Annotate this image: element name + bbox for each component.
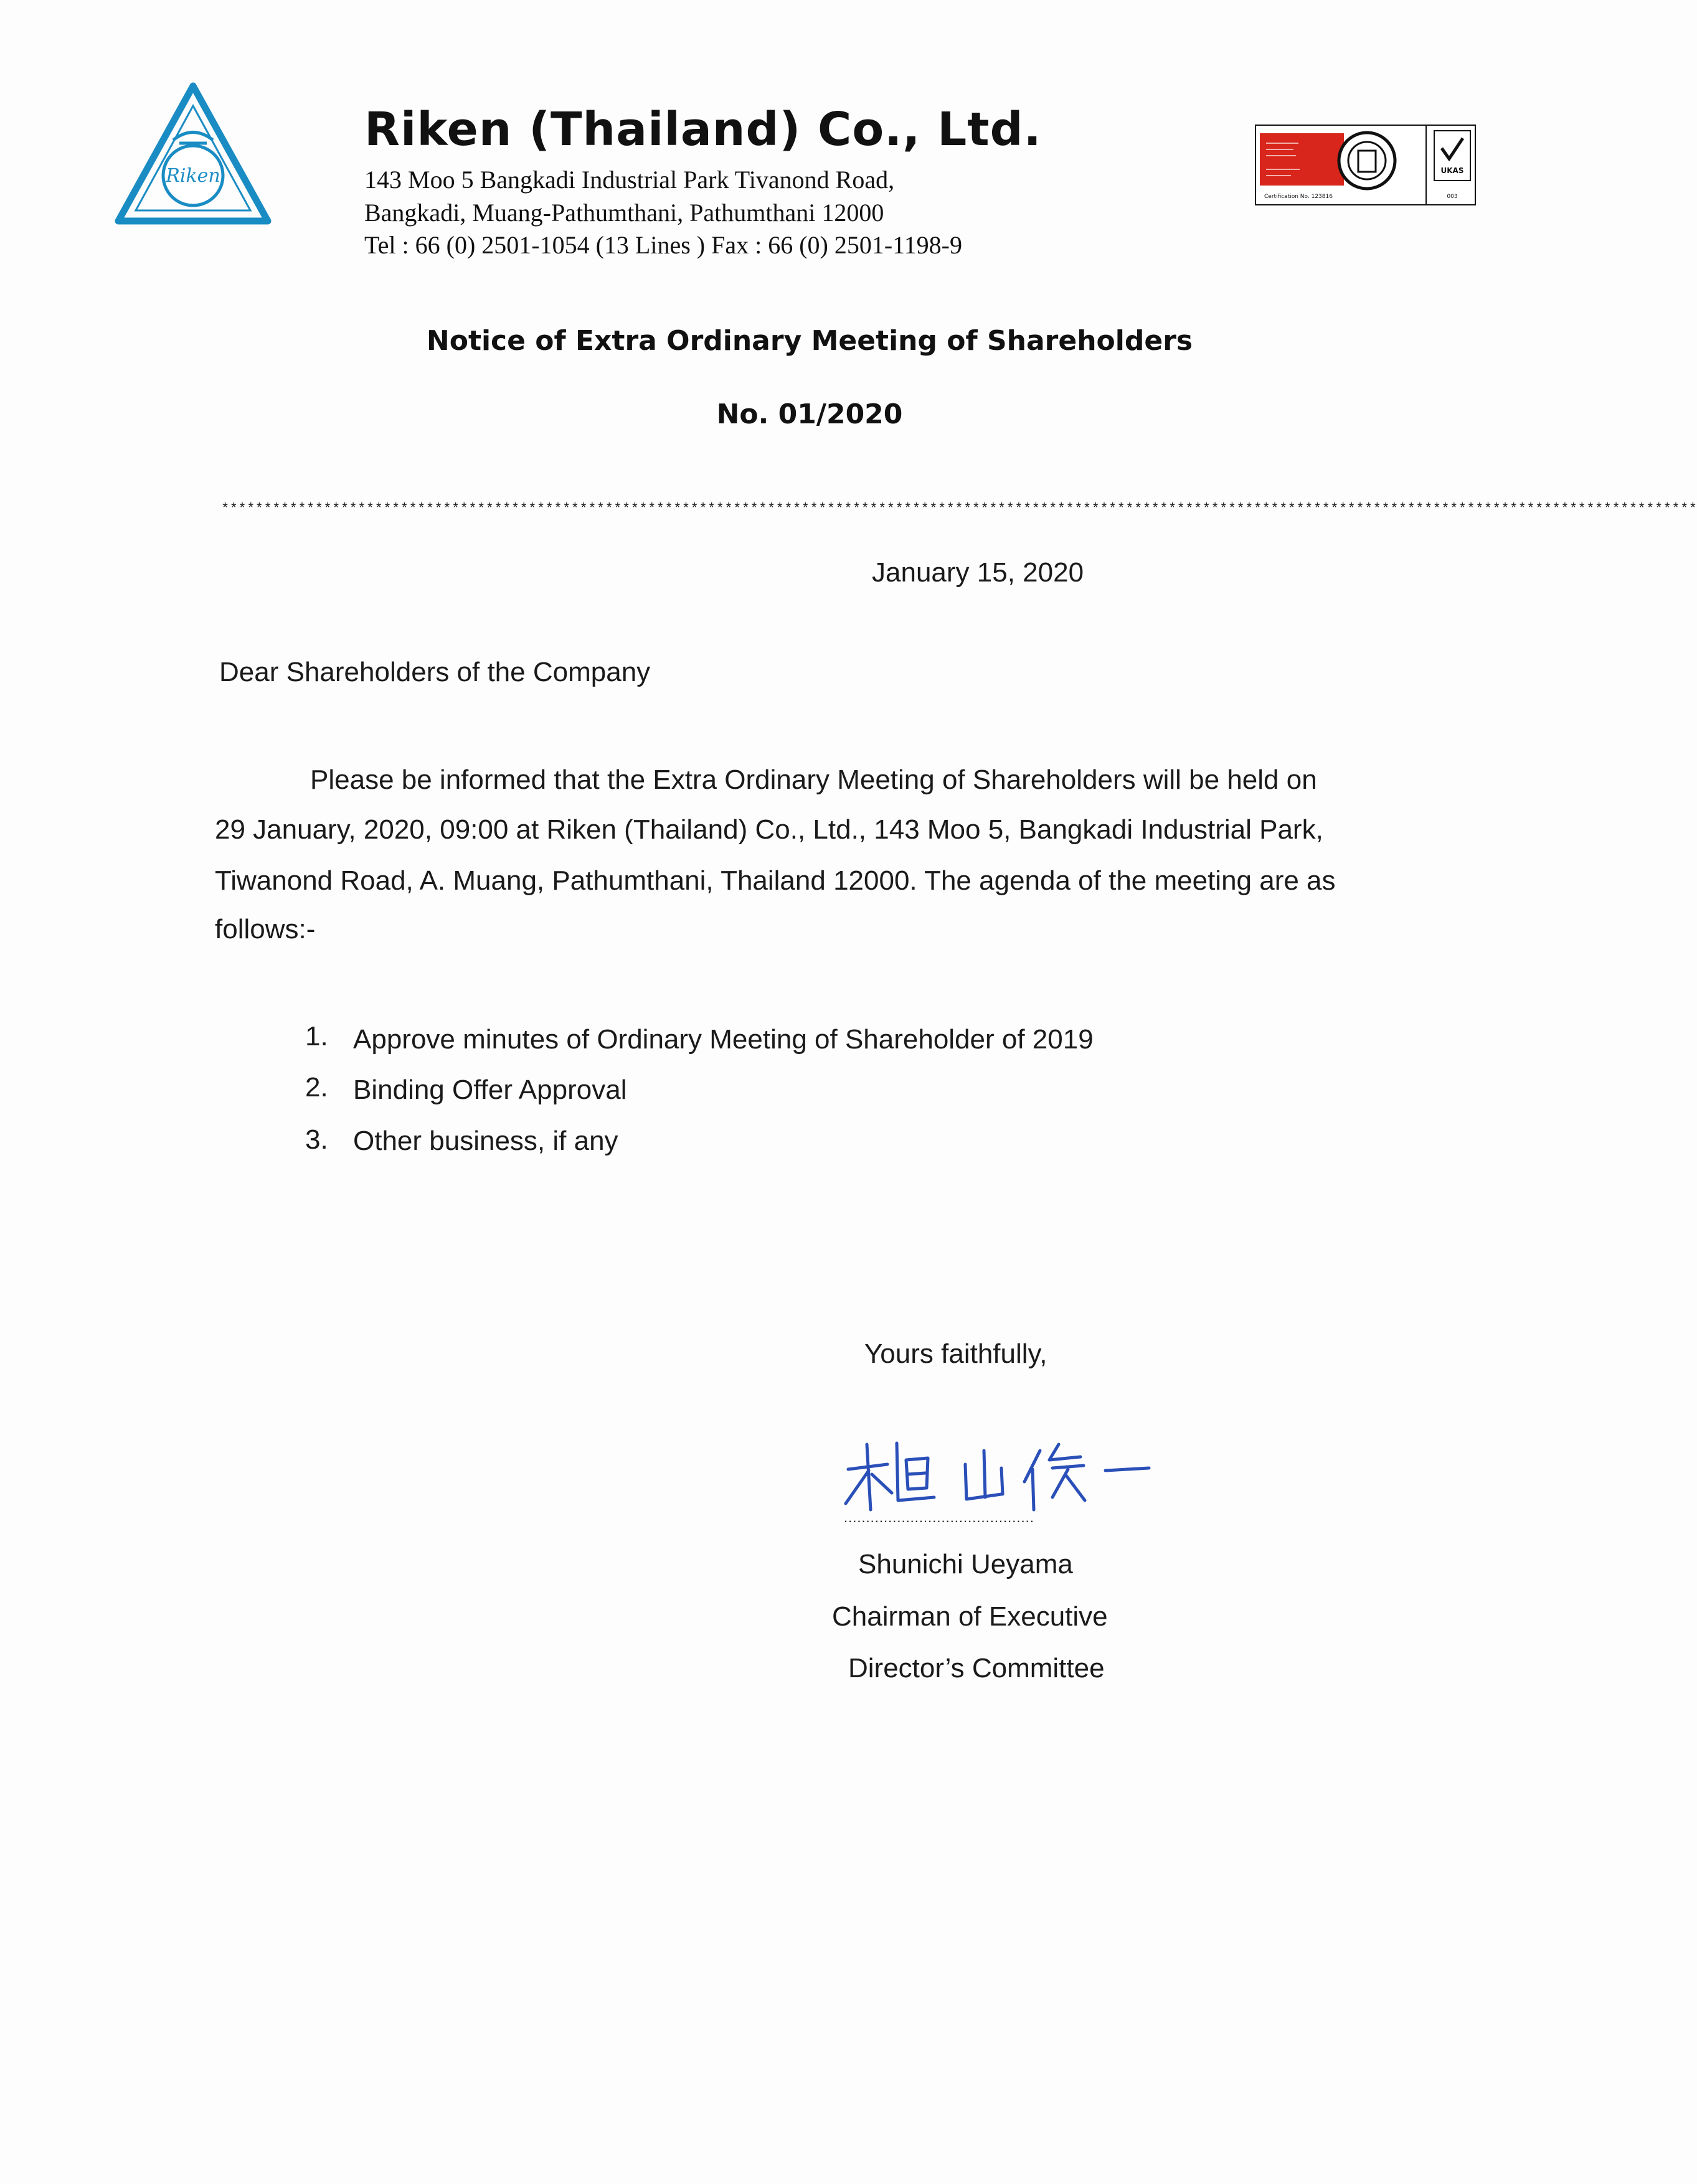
contact-line: Tel : 66 (0) 2501-1054 (13 Lines ) Fax : 66 (0) 2501-1198-9 <box>364 231 962 259</box>
agenda-number-1: 1. <box>305 1021 328 1052</box>
signer-title-line-2: Director’s Committee <box>848 1653 1105 1683</box>
letter-date: January 15, 2020 <box>872 557 1084 588</box>
agenda-item-2: Binding Offer Approval <box>353 1075 627 1105</box>
certification-badge <box>1255 125 1476 205</box>
address-line-1: 143 Moo 5 Bangkadi Industrial Park Tivanond Road, <box>364 166 895 194</box>
agenda-number-2: 2. <box>305 1072 328 1103</box>
logo-wordmark: Riken <box>166 165 220 187</box>
salutation: Dear Shareholders of the Company <box>219 657 651 687</box>
valediction: Yours faithfully, <box>864 1339 1047 1369</box>
cert-code: 003 <box>1447 194 1458 200</box>
notice-title: Notice of Extra Ordinary Meeting of Shareholders <box>426 325 1193 357</box>
address-line-2: Bangkadi, Muang-Pathumthani, Pathumthani 12000 <box>364 199 884 227</box>
company-logo <box>112 81 274 230</box>
body-line-1: Please be informed that the Extra Ordinary Meeting of Shareholders will be held on <box>310 765 1317 795</box>
company-name: Riken (Thailand) Co., Ltd. <box>364 103 1042 156</box>
signer-title-line-1: Chairman of Executive <box>832 1601 1108 1632</box>
agenda-item-3: Other business, if any <box>353 1126 618 1156</box>
separator-line: ***************************************************************************************************************************************************************************** <box>221 501 1697 517</box>
notice-number: No. 01/2020 <box>716 398 903 430</box>
body-line-2: 29 January, 2020, 09:00 at Riken (Thailand) Co., Ltd., 143 Moo 5, Bangkadi Industrial Park, <box>215 814 1323 845</box>
cert-number: Certification No. 123816 <box>1264 194 1333 200</box>
ukas-label: UKAS <box>1440 166 1464 175</box>
body-line-4: follows:- <box>215 914 316 944</box>
signature-line: ........................................... <box>844 1510 1034 1525</box>
signer-name: Shunichi Ueyama <box>858 1549 1073 1579</box>
agenda-item-1: Approve minutes of Ordinary Meeting of Shareholder of 2019 <box>353 1024 1094 1055</box>
agenda-number-3: 3. <box>305 1124 328 1155</box>
body-line-3: Tiwanond Road, A. Muang, Pathumthani, Thailand 12000. The agenda of the meeting are as <box>215 865 1336 896</box>
